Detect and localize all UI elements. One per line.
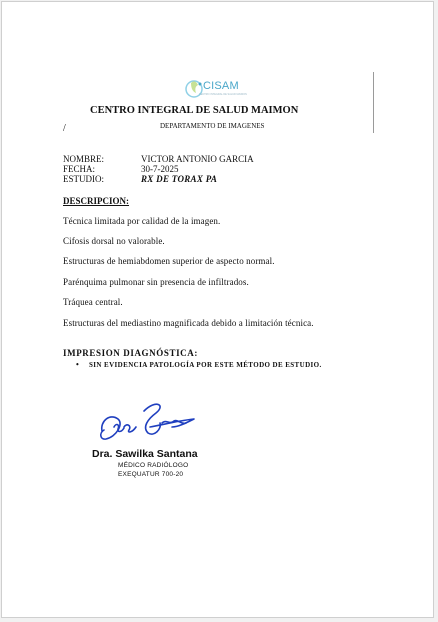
field-label: FECHA: — [63, 164, 96, 174]
margin-line — [373, 72, 374, 133]
finding-line: Cifosis dorsal no valorable. — [63, 236, 165, 246]
patient-name-row — [63, 154, 254, 164]
date-row — [63, 164, 179, 174]
doctor-name: Dra. Sawilka Santana — [92, 448, 198, 460]
field-label: ESTUDIO: — [63, 174, 104, 184]
center-name: CENTRO INTEGRAL DE SALUD MAIMON — [90, 105, 299, 116]
description-heading: DESCRIPCION: — [63, 196, 130, 206]
logo-text: CISAM — [203, 80, 239, 92]
finding-line: Estructuras de hemiabdomen superior de aspecto normal. — [63, 256, 275, 266]
logo-subtitle: CENTRO INTEGRAL DE SALUD MAIMON — [199, 93, 247, 96]
field-value: RX DE TORAX PA — [141, 174, 218, 184]
doctor-role: MÉDICO RADIÓLOGO — [118, 462, 189, 469]
study-row — [63, 174, 218, 184]
field-value: VICTOR ANTONIO GARCIA — [141, 154, 254, 164]
finding-line: Técnica limitada por calidad de la imagen. — [63, 216, 221, 226]
field-label: NOMBRE: — [63, 154, 105, 164]
impression-text: SIN EVIDENCIA PATOLOGÍA POR ESTE MÉTODO DE ESTUDIO. — [89, 361, 322, 369]
impression-heading: IMPRESION DIAGNÓSTICA: — [63, 348, 198, 358]
department-name: DEPARTAMENTO DE IMAGENES — [160, 122, 265, 130]
handwritten-signature — [96, 397, 202, 449]
cisam-logo — [185, 77, 280, 101]
bullet-icon: • — [76, 360, 80, 369]
finding-line: Tráquea central. — [63, 297, 123, 307]
document-page — [1, 1, 434, 618]
field-value: 30-7-2025 — [141, 164, 179, 174]
stray-mark: / — [63, 123, 66, 134]
finding-line: Parénquima pulmonar sin presencia de infiltrados. — [63, 277, 249, 287]
doctor-exequatur: EXEQUATUR 700-20 — [118, 471, 184, 478]
finding-line: Estructuras del mediastino magnificada debido a limitación técnica. — [63, 318, 314, 328]
